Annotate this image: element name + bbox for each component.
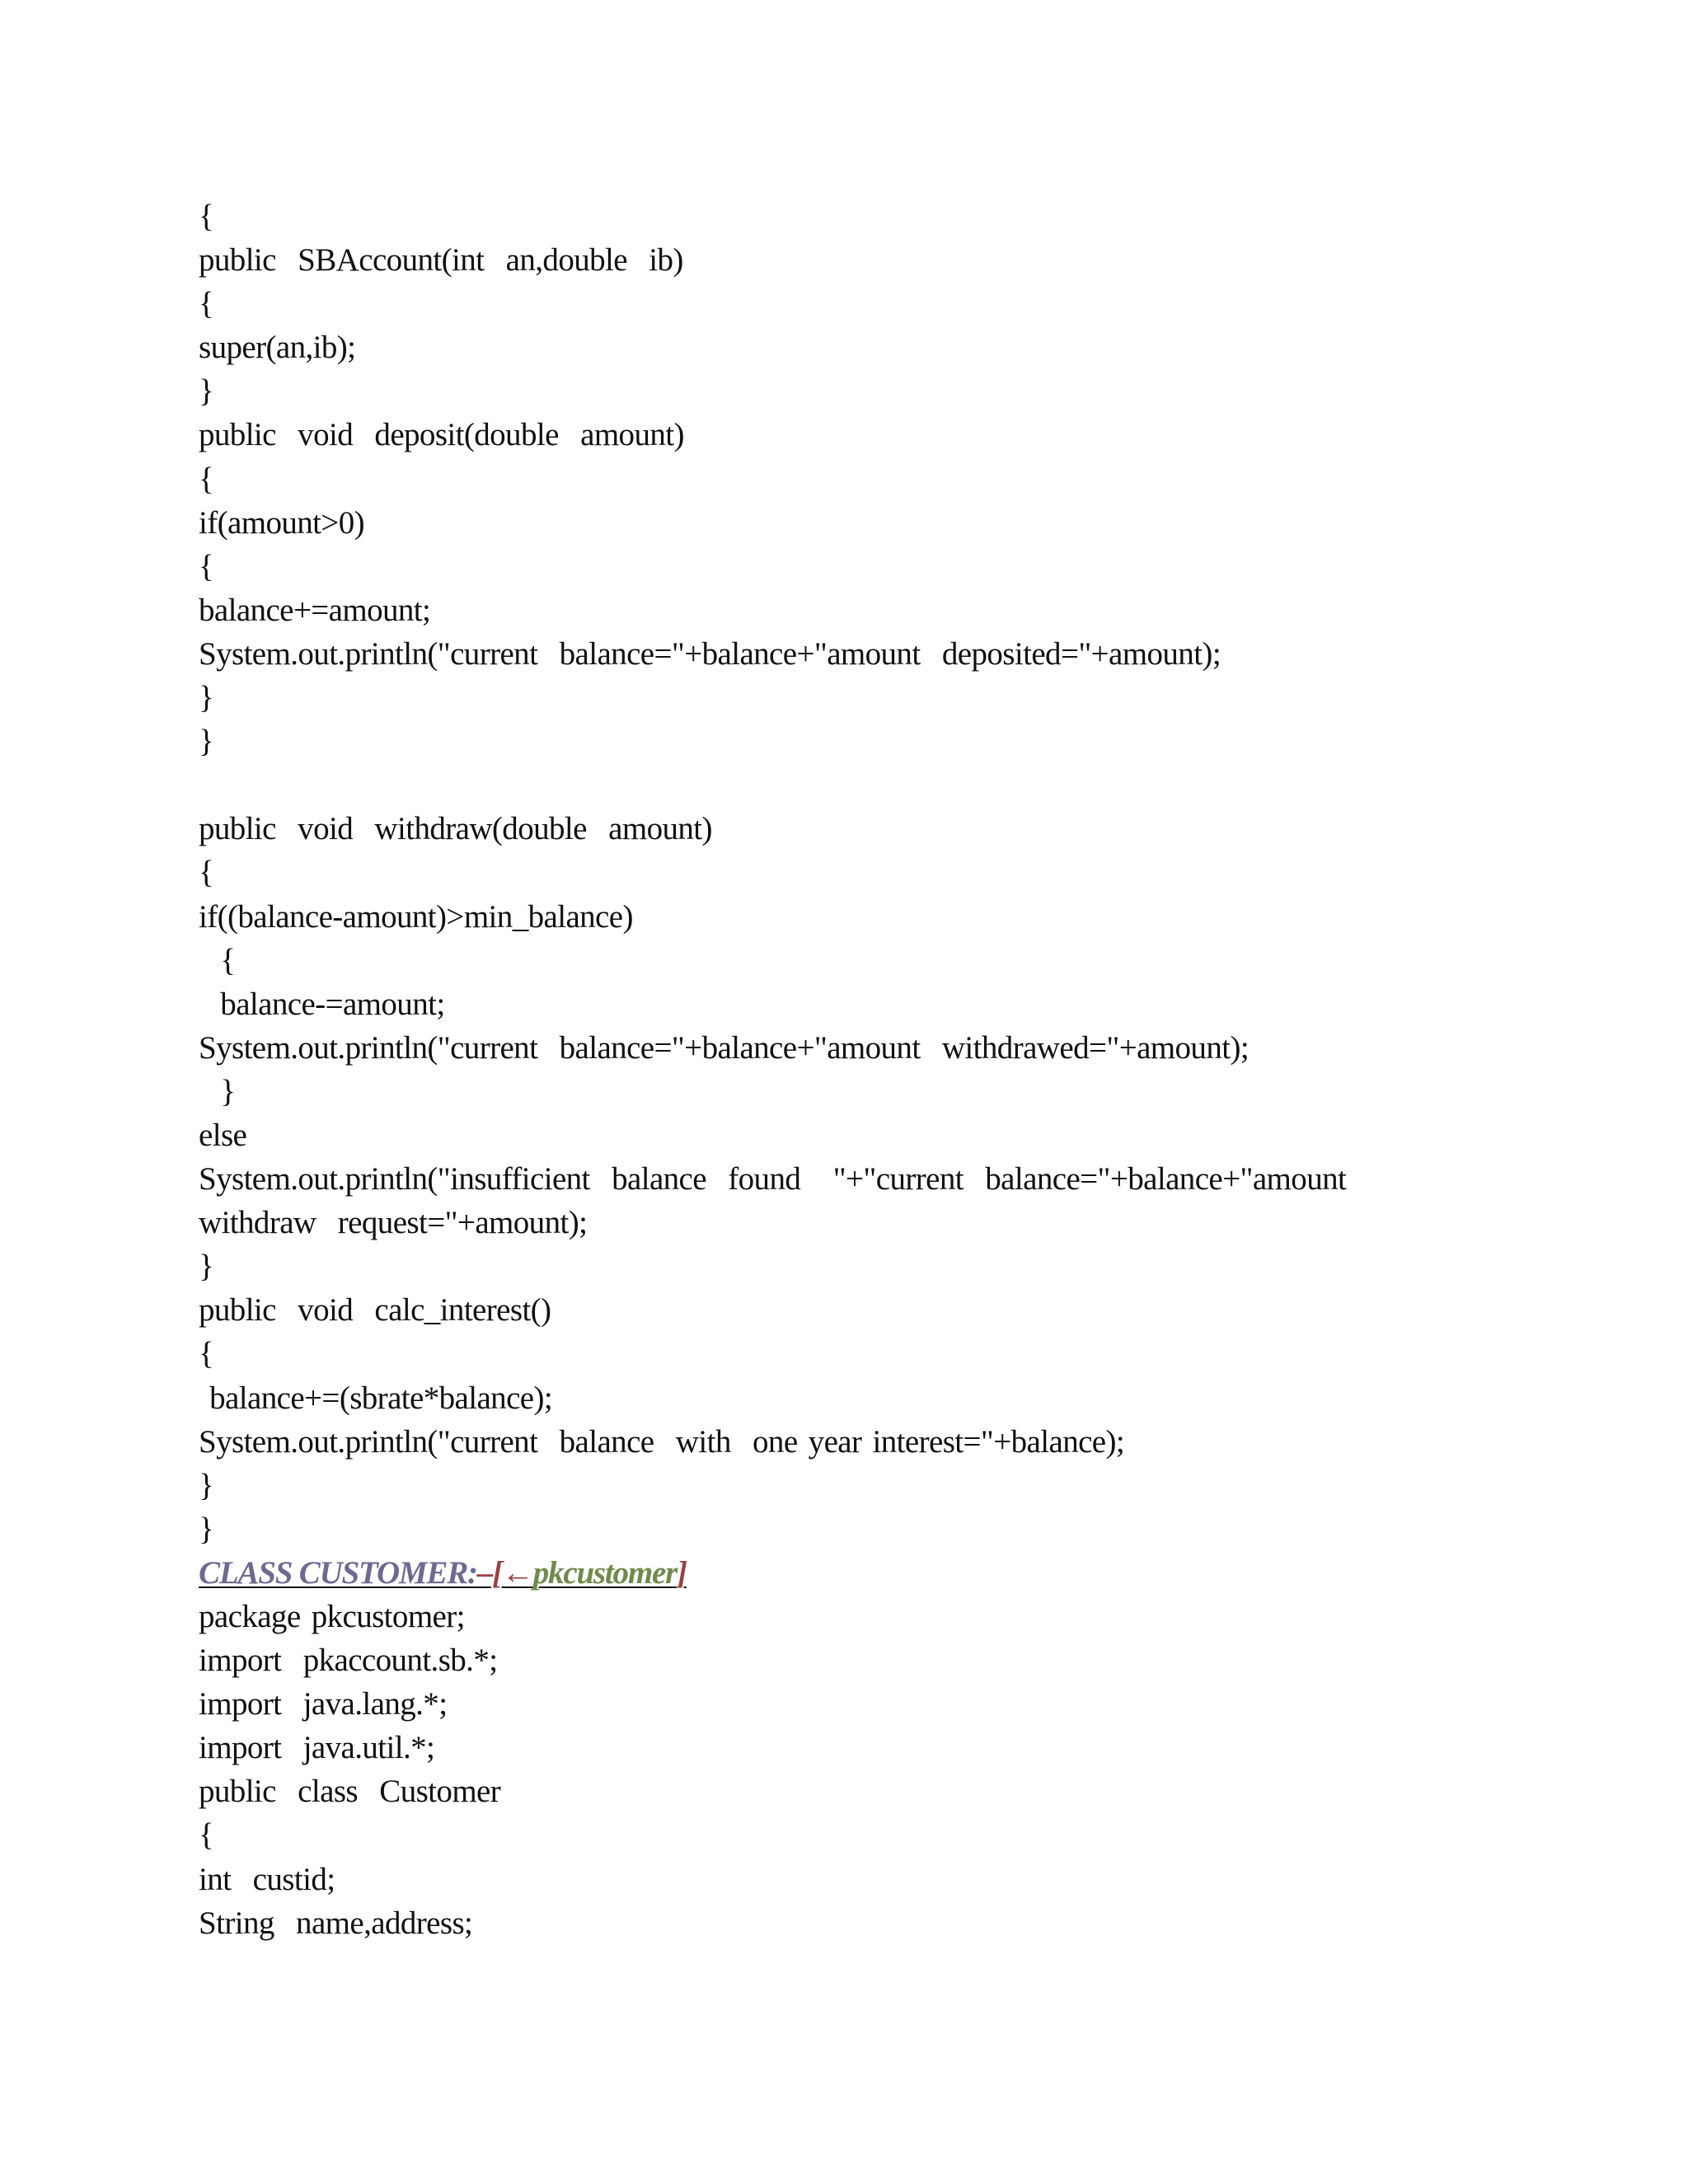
code-line: }	[199, 1073, 236, 1109]
code-line: }	[199, 680, 214, 716]
sbaccount-code-section	[199, 194, 1600, 1551]
section-heading-class-customer	[199, 1551, 1600, 1595]
code-line: }	[199, 373, 214, 410]
code-line: String name,address;	[199, 1905, 473, 1941]
code-line: withdraw request="+amount);	[199, 1205, 588, 1241]
code-line: {	[199, 1817, 214, 1854]
code-line: balance-=amount;	[199, 986, 445, 1022]
code-line: balance+=(sbrate*balance);	[199, 1380, 553, 1416]
code-line: System.out.println("current balance with one year interest="+balance);	[199, 1423, 1125, 1460]
customer-code-section	[199, 1595, 1600, 1945]
code-line: {	[199, 942, 236, 978]
code-line: public void calc_interest()	[199, 1292, 551, 1329]
heading-package-name: pkcustomer	[532, 1554, 678, 1591]
code-line: System.out.println("insufficient balance found "+"current balance="+balance+"amount	[199, 1161, 1347, 1197]
heading-bracket-close: ]	[677, 1554, 687, 1591]
code-line: public SBAccount(int an,double ib)	[199, 242, 683, 279]
code-line: int custid;	[199, 1861, 335, 1897]
code-line: }	[199, 1467, 214, 1503]
code-line: {	[199, 1336, 214, 1372]
code-line: }	[199, 1249, 214, 1285]
code-line: {	[199, 461, 214, 497]
code-line: import java.util.*;	[199, 1730, 435, 1766]
code-line: {	[199, 855, 214, 891]
heading-class-name: CLASS CUSTOMER:	[199, 1554, 477, 1591]
code-line: else	[199, 1117, 247, 1153]
code-line: public void withdraw(double amount)	[199, 811, 712, 847]
code-line: public void deposit(double amount)	[199, 417, 684, 453]
code-line: import java.lang.*;	[199, 1686, 448, 1722]
code-listing	[199, 194, 1600, 1945]
left-arrow-icon: ←	[501, 1554, 533, 1591]
code-line: super(an,ib);	[199, 330, 356, 366]
code-line: if((balance-amount)>min_balance)	[199, 898, 633, 935]
code-line: balance+=amount;	[199, 592, 431, 628]
code-line: System.out.println("current balance="+balance+"amount deposited="+amount);	[199, 635, 1221, 672]
code-line: }	[199, 724, 214, 760]
code-line: {	[199, 286, 214, 322]
code-line: {	[199, 199, 214, 234]
code-line	[199, 763, 1600, 807]
code-line: }	[199, 1511, 214, 1547]
heading-bracket-open: –[	[476, 1554, 502, 1591]
code-line: {	[199, 548, 214, 584]
code-line: if(amount>0)	[199, 504, 365, 541]
code-line: import pkaccount.sb.*;	[199, 1643, 498, 1679]
code-line: System.out.println("current balance="+balance+"amount withdrawed="+amount);	[199, 1029, 1250, 1066]
code-line: package pkcustomer;	[199, 1599, 465, 1634]
code-line: public class Customer	[199, 1774, 501, 1810]
